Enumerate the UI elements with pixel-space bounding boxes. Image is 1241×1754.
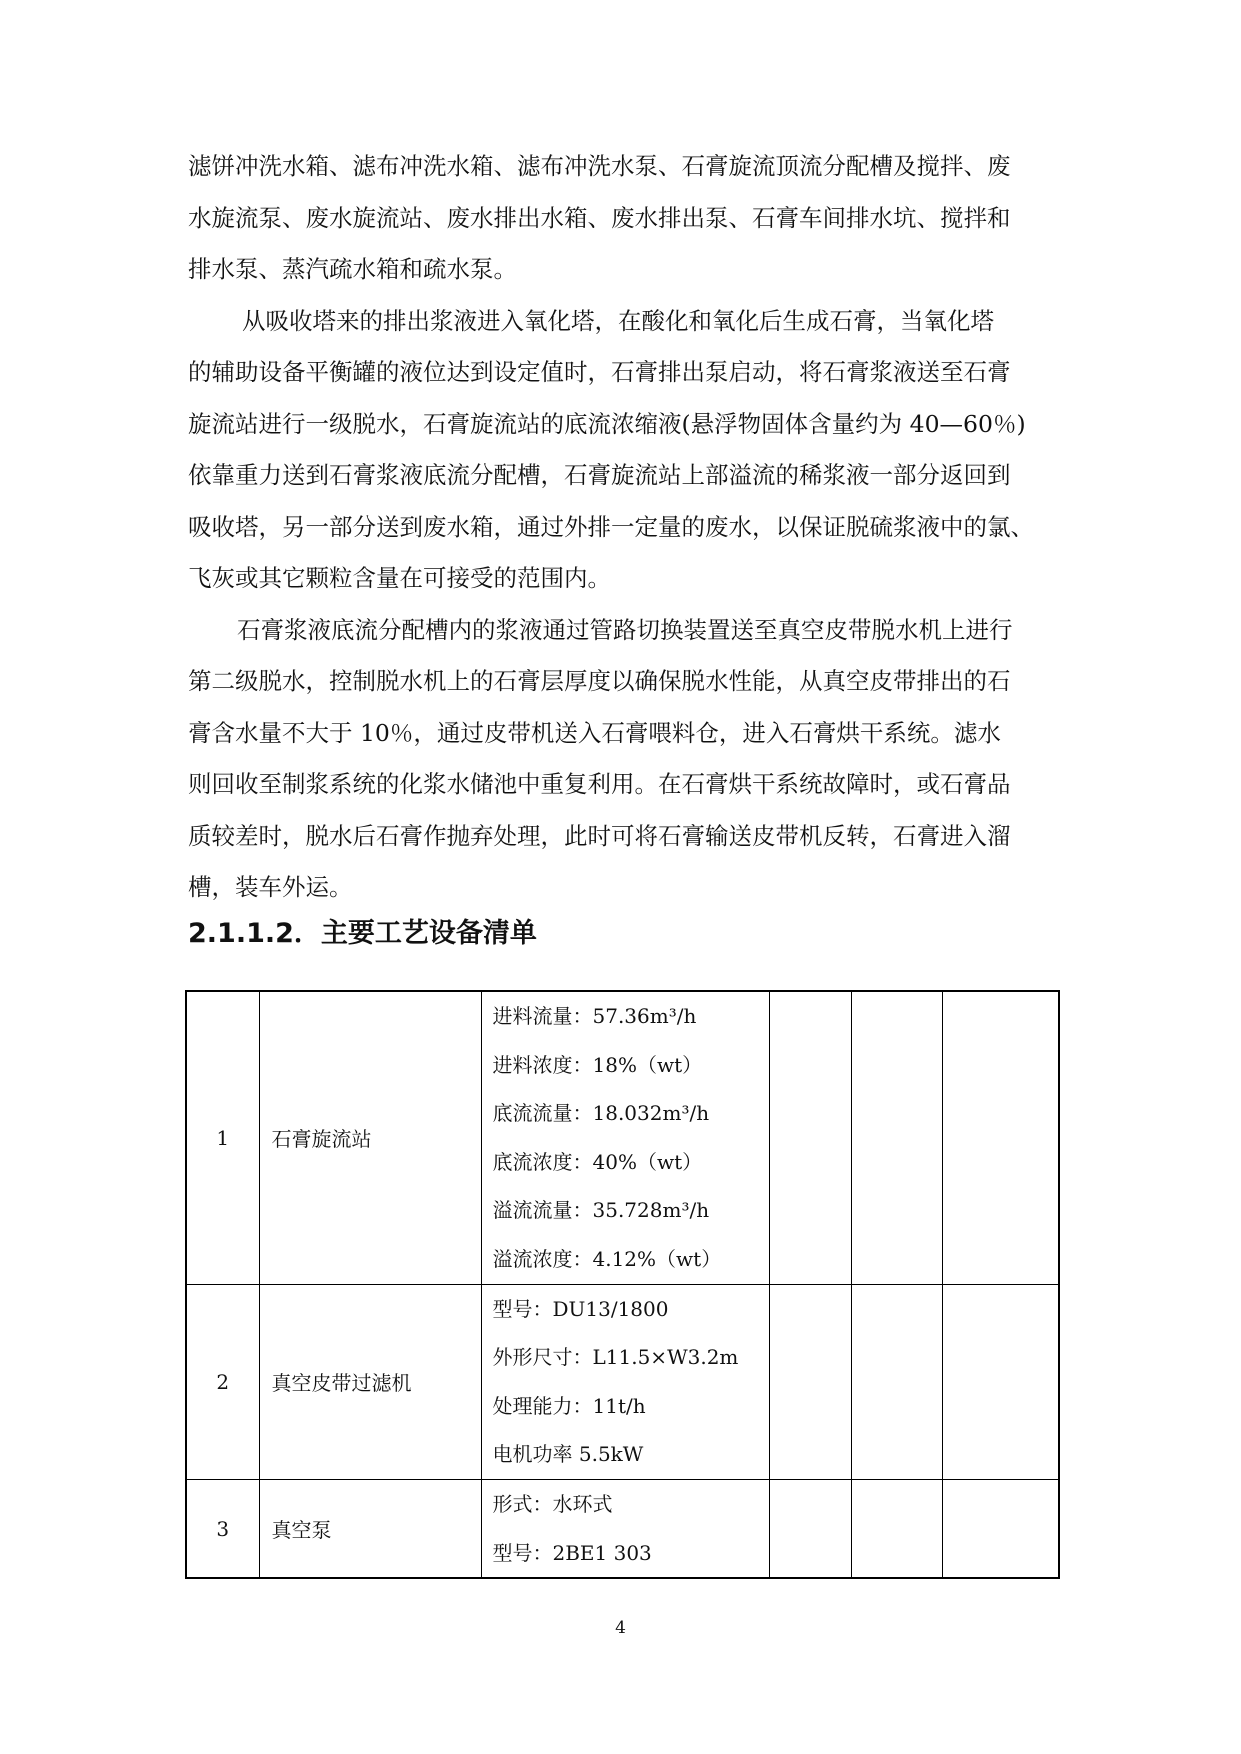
param-line: 底流流量：18.032m³/h xyxy=(492,1101,710,1126)
table-row xyxy=(186,991,1059,1284)
param-line: 溢流流量：35.728m³/h xyxy=(492,1198,710,1223)
p3-line-6: 槽，装车外运。 xyxy=(188,873,353,901)
empty-cell-a xyxy=(769,1479,851,1578)
p2-line-3: 旋流站进行一级脱水，石膏旋流站的底流浓缩液(悬浮物固体含量约为 40—60％) xyxy=(188,409,1026,438)
param-line: 溢流浓度：4.12%（wt） xyxy=(492,1246,722,1271)
empty-cell-c xyxy=(942,991,1059,1284)
p3-line-4: 则回收至制浆系统的化浆水储池中重复利用。在石膏烘干系统故障时，或石膏品 xyxy=(188,770,1011,798)
p3-line-3: 膏含水量不大于 10％，通过皮带机送入石膏喂料仓，进入石膏烘干系统。滤水 xyxy=(188,718,1001,747)
p2-line-5: 吸收塔，另一部分送到废水箱，通过外排一定量的废水，以保证脱硫浆液中的氯、 xyxy=(188,512,1034,541)
param-line: 进料流量：57.36m³/h xyxy=(492,1004,697,1028)
empty-cell-b xyxy=(851,1284,942,1479)
equipment-number: 2 xyxy=(186,1284,259,1479)
p1-line-2: 水旋流泵、废水旋流站、废水排出水箱、废水排出泵、石膏车间排水坑、搅拌和 xyxy=(188,203,1011,232)
empty-cell-c xyxy=(942,1284,1059,1479)
empty-cell-a xyxy=(769,991,851,1284)
empty-cell-c xyxy=(942,1479,1059,1578)
p2-line-2: 的辅助设备平衡罐的液位达到设定值时，石膏排出泵启动，将石膏浆液送至石膏 xyxy=(188,358,1011,386)
param-line: 进料浓度：18%（wt） xyxy=(492,1052,703,1077)
p3-line-2: 第二级脱水，控制脱水机上的石膏层厚度以确保脱水性能，从真空皮带排出的石 xyxy=(188,667,1011,695)
param-line: 外形尺寸：L11.5×W3.2m xyxy=(492,1345,739,1370)
empty-cell-b xyxy=(851,991,942,1284)
param-line: 型号：DU13/1800 xyxy=(492,1296,669,1321)
param-line: 形式：水环式 xyxy=(492,1491,613,1516)
p1-line-1: 滤饼冲洗水箱、滤布冲洗水箱、滤布冲洗水泵、石膏旋流顶流分配槽及搅拌、废 xyxy=(188,152,1011,180)
equipment-params xyxy=(481,1479,769,1578)
page-number: 4 xyxy=(615,1618,626,1638)
equipment-params xyxy=(481,1284,769,1479)
table-row xyxy=(186,1284,1059,1479)
p1-line-3: 排水泵、蒸汽疏水箱和疏水泵。 xyxy=(188,255,517,283)
empty-cell-a xyxy=(769,1284,851,1479)
equipment-params xyxy=(481,991,769,1284)
equipment-number: 1 xyxy=(186,991,259,1284)
param-line: 型号：2BE1 303 xyxy=(492,1540,652,1565)
p3-line-1: 石膏浆液底流分配槽内的浆液通过管路切换装置送至真空皮带脱水机上进行 xyxy=(237,615,1013,644)
table-row xyxy=(186,1479,1059,1578)
empty-cell-b xyxy=(851,1479,942,1578)
equipment-table xyxy=(185,990,1060,1579)
p2-line-4: 依靠重力送到石膏浆液底流分配槽，石膏旋流站上部溢流的稀浆液一部分返回到 xyxy=(188,461,1011,489)
param-line: 电机功率 5.5kW xyxy=(492,1442,644,1467)
param-line: 处理能力：11t/h xyxy=(492,1393,646,1418)
section-heading: 2.1.1.2．主要工艺设备清单 xyxy=(188,918,537,949)
p2-line-6: 飞灰或其它颗粒含量在可接受的范围内。 xyxy=(188,564,611,592)
equipment-name: 石膏旋流站 xyxy=(259,991,481,1284)
p3-line-5: 质较差时，脱水后石膏作抛弃处理，此时可将石膏输送皮带机反转，石膏进入溜 xyxy=(188,821,1011,850)
param-line: 底流浓度：40%（wt） xyxy=(492,1149,703,1174)
equipment-number: 3 xyxy=(186,1479,259,1578)
p2-line-1: 从吸收塔来的排出浆液进入氧化塔，在酸化和氧化后生成石膏，当氧化塔 xyxy=(242,306,994,335)
equipment-name: 真空皮带过滤机 xyxy=(259,1284,481,1479)
body-text xyxy=(188,141,1068,914)
equipment-name: 真空泵 xyxy=(259,1479,481,1578)
